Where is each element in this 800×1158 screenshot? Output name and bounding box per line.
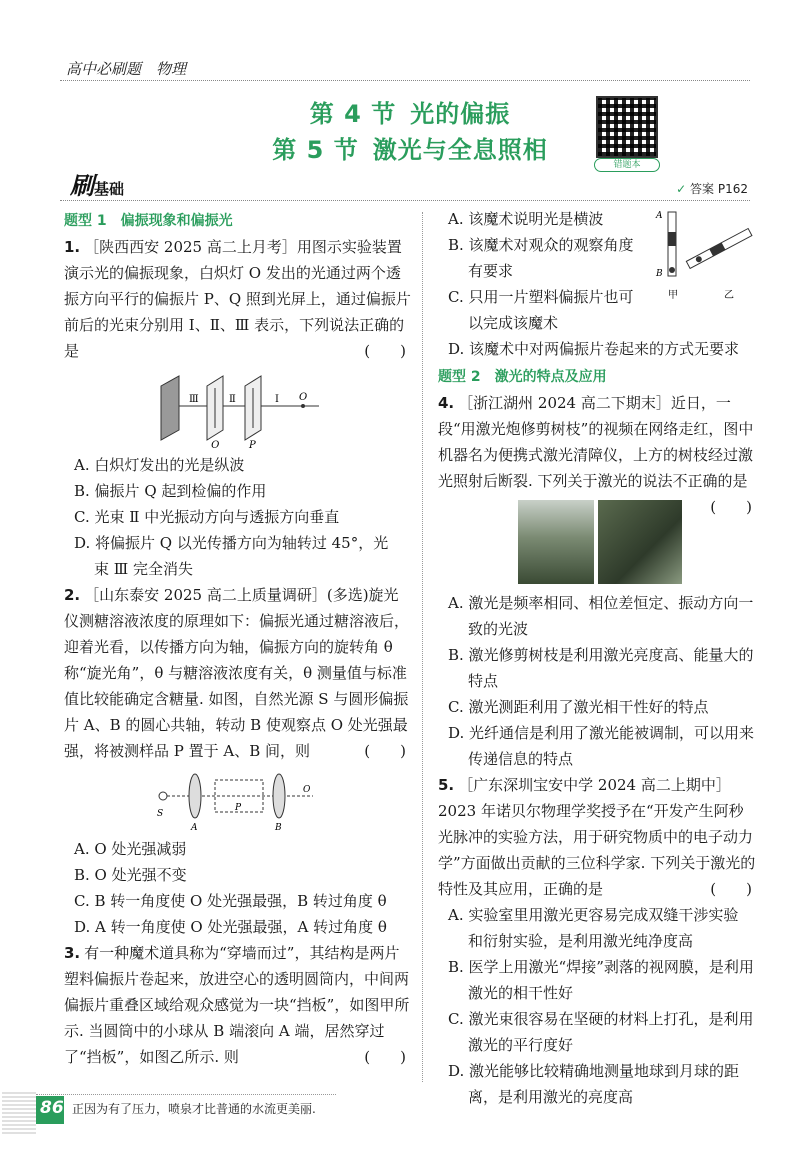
option-d[interactable]: D. 光纤通信是利用了激光能被调制，可以用来: [448, 724, 755, 742]
option-b[interactable]: B. 激光修剪树枝是利用激光亮度高、能量大的: [448, 646, 754, 664]
right-column: [438, 206, 758, 1110]
option-d[interactable]: D. A 转一角度使 O 处光强最强，A 转过角度 θ: [74, 918, 387, 936]
answer-paren: ( ): [710, 880, 752, 898]
fig-label-l2: Ⅱ: [229, 394, 236, 405]
badge-divider: [60, 200, 750, 201]
fig-label-p: P: [249, 440, 256, 448]
answer-text: 答案 P162: [690, 182, 748, 196]
fig-label-jia: 甲: [668, 290, 678, 301]
page-number: 86: [40, 1098, 64, 1118]
answer-paren: ( ): [364, 342, 406, 360]
option-a-cont: 和衍射实验，是利用激光纯净度高: [468, 932, 694, 950]
option-c-cont: 激光的平行度好: [468, 1036, 574, 1054]
magic-tube-figure: [650, 208, 760, 306]
footer-dots: [2, 1090, 36, 1134]
option-a[interactable]: A. 实验室里用激光更容易完成双缝干涉实验: [448, 906, 739, 924]
question-2: [64, 582, 412, 764]
question-text: ［山东泰安 2025 高二上质量调研］(多选)旋光仪测糖溶液浓度的原理如下：偏振光通过糖溶液后，迎着光看，以传播方向为轴，偏振方向的旋转角 θ 称“旋光角”，θ 与糖溶液浓度有关，θ 测量值与标准值比较能确定含糖量. 如图，自然光源 S 与圆形偏振片 A、B 的圆心共轴，转动 B 使观察点 O 处光强最强，将被测样品 P 置于 A、B 间，则: [64, 586, 410, 760]
answer-ref[interactable]: [676, 180, 748, 197]
photo-tree: [518, 500, 594, 584]
question-number: 3.: [64, 944, 81, 962]
option-b-cont: 激光的相干性好: [468, 984, 574, 1002]
fig-label-a: A: [191, 823, 198, 832]
option-d[interactable]: D. 该魔术中对两偏振片卷起来的方式无要求: [448, 340, 740, 358]
qr-code[interactable]: [596, 96, 658, 158]
fig-label-b: B: [275, 823, 282, 832]
question-text: ［广东深圳宝安中学 2024 高二上期中］2023 年诺贝尔物理学奖授予在“开发产生阿秒光脉冲的实验方法，用于研究物质中的电子动力学”方面做出贡献的三位科学家. 下列关于激光的特性及其应用，正确的是: [438, 776, 756, 898]
question-number: 5.: [438, 776, 455, 794]
option-a[interactable]: A. 该魔术说明光是横波: [448, 210, 604, 228]
fig-label-b: B: [656, 269, 663, 279]
title-text-1: 光的偏振: [410, 100, 511, 128]
fig-label-s: S: [157, 809, 164, 819]
option-b[interactable]: B. 医学上用激光“焊接”剥落的视网膜，是利用: [448, 958, 754, 976]
question-number: 4.: [438, 394, 455, 412]
header-book-title: 高中必刷题 物理: [66, 60, 187, 78]
title-text-2: 激光与全息照相: [372, 136, 548, 164]
section-heading-2: 题型 2 激光的特点及应用: [438, 369, 607, 385]
option-c[interactable]: C. 激光束很容易在坚硬的材料上打孔，是利用: [448, 1010, 754, 1028]
question-4: [438, 390, 758, 516]
answer-paren: ( ): [710, 498, 752, 516]
option-d-cont: 离，是利用激光的亮度高: [468, 1088, 634, 1106]
left-column: [64, 206, 412, 1070]
title-section-number-2: 第 5 节: [272, 136, 359, 164]
option-d-cont: 束 Ⅲ 完全消失: [94, 560, 194, 578]
section-badge: [70, 166, 124, 201]
footer-divider: [36, 1094, 336, 1095]
photo-branches: [598, 500, 682, 584]
option-a[interactable]: A. 激光是频率相同、相位差恒定、振动方向一: [448, 594, 754, 612]
answer-paren: ( ): [364, 1048, 406, 1066]
fig-label-l1: Ⅰ: [275, 394, 279, 405]
fig-label-p: P: [235, 803, 242, 813]
option-d[interactable]: D. 将偏振片 Q 以光传播方向为轴转过 45°，光: [74, 534, 389, 552]
option-c[interactable]: C. 光束 Ⅱ 中光振动方向与透振方向垂直: [74, 508, 340, 526]
question-text: 有一种魔术道具称为“穿墙而过”，其结构是两片塑料偏振片卷起来，放进空心的透明圆筒内，中间两偏振片重叠区域给观众感觉为一块“挡板”，如图甲所示. 当圆筒中的小球从 B 端滚向 A 端，居然穿过了“挡板”，如图乙所示. 则: [64, 944, 410, 1066]
option-c[interactable]: C. 只用一片塑料偏振片也可: [448, 288, 634, 306]
polarimeter-figure: [153, 768, 323, 832]
fig-label-q: Q: [211, 440, 220, 448]
option-a-cont: 致的光波: [468, 620, 529, 638]
option-c[interactable]: C. B 转一角度使 O 处光强最强，B 转过角度 θ: [74, 892, 387, 910]
question-3: [64, 940, 412, 1070]
option-a[interactable]: A. 白炽灯发出的光是纵波: [74, 456, 245, 474]
answer-paren: ( ): [364, 742, 406, 760]
column-divider: [422, 212, 423, 1082]
chapter-title: [240, 96, 580, 168]
polarizer-figure: [153, 368, 323, 448]
badge-big: 刷: [70, 172, 94, 200]
header-divider: [60, 80, 750, 81]
fig-label-l3: Ⅲ: [189, 394, 199, 405]
fig-label-o: O: [299, 392, 308, 403]
option-c[interactable]: C. 激光测距利用了激光相干性好的特点: [448, 698, 709, 716]
footer-motto: 正因为有了压力，喷泉才比普通的水流更美丽.: [72, 1102, 316, 1116]
option-c-cont: 以完成该魔术: [468, 314, 559, 332]
laser-photo: [518, 500, 710, 584]
section-heading-1: 题型 1 偏振现象和偏振光: [64, 213, 233, 229]
question-number: 2.: [64, 586, 81, 604]
question-number: 1.: [64, 238, 81, 256]
qr-label: 错题本: [594, 158, 660, 172]
option-b[interactable]: B. O 处光强不变: [74, 866, 187, 884]
fig-label-yi: 乙: [724, 290, 734, 301]
option-b-cont: 特点: [468, 672, 499, 690]
badge-small: 基础: [94, 180, 125, 198]
question-text: ［浙江湖州 2024 高二下期末］近日，一段“用激光炮修剪树枝”的视频在网络走红，图中机器名为便携式激光清障仪，上方的树枝经过激光照射后断裂. 下列关于激光的说法不正确的是: [438, 394, 754, 490]
option-d[interactable]: D. 激光能够比较精确地测量地球到月球的距: [448, 1062, 740, 1080]
option-b[interactable]: B. 该魔术对观众的观察角度: [448, 236, 634, 254]
fig-label-a: A: [656, 211, 663, 221]
option-a[interactable]: A. O 处光强减弱: [74, 840, 187, 858]
option-b-cont: 有要求: [468, 262, 514, 280]
fig-label-o: O: [303, 785, 311, 795]
title-section-number-1: 第 4 节: [309, 100, 397, 128]
check-icon: ✓: [676, 182, 687, 196]
option-d-cont: 传递信息的特点: [468, 750, 574, 768]
question-5: [438, 772, 758, 902]
question-text: ［陕西西安 2025 高二上月考］用图示实验装置演示光的偏振现象，白炽灯 O 发出的光通过两个透振方向平行的偏振片 P、Q 照到光屏上，通过偏振片前后的光束分别用 Ⅰ、Ⅱ、Ⅲ 表示，下列说法正确的是: [64, 238, 411, 360]
option-b[interactable]: B. 偏振片 Q 起到检偏的作用: [74, 482, 267, 500]
question-1: [64, 234, 412, 364]
